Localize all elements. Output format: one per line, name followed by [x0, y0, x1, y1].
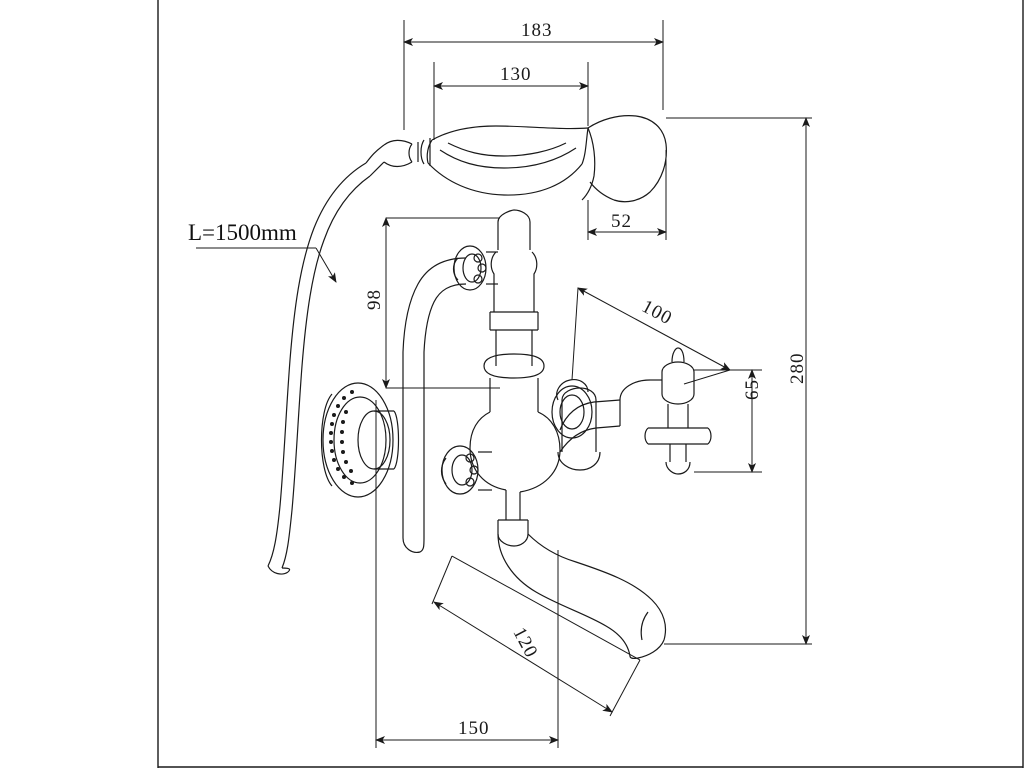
left-valve-assembly: [442, 446, 493, 494]
dim-label-280: 280: [787, 352, 808, 384]
shower-handset: [366, 116, 666, 202]
dim-label-52: 52: [611, 211, 632, 232]
dim-label-98: 98: [364, 289, 385, 310]
hose-length-label: L=1500mm: [188, 220, 297, 245]
riser-pipe: [403, 258, 466, 552]
dim-label-65: 65: [742, 379, 763, 400]
dim-120: [432, 556, 640, 716]
right-cross-handle-upper: [558, 348, 711, 474]
central-column: [484, 210, 544, 412]
dim-label-183: 183: [521, 20, 553, 41]
dim-label-150: 150: [458, 718, 490, 739]
wall-flange: [322, 383, 399, 497]
mixer-body: [470, 412, 560, 546]
dim-label-100: 100: [638, 296, 676, 330]
hose-leader: [196, 248, 336, 282]
dim-label-130: 130: [500, 64, 532, 85]
dim-label-120: 120: [508, 624, 542, 662]
